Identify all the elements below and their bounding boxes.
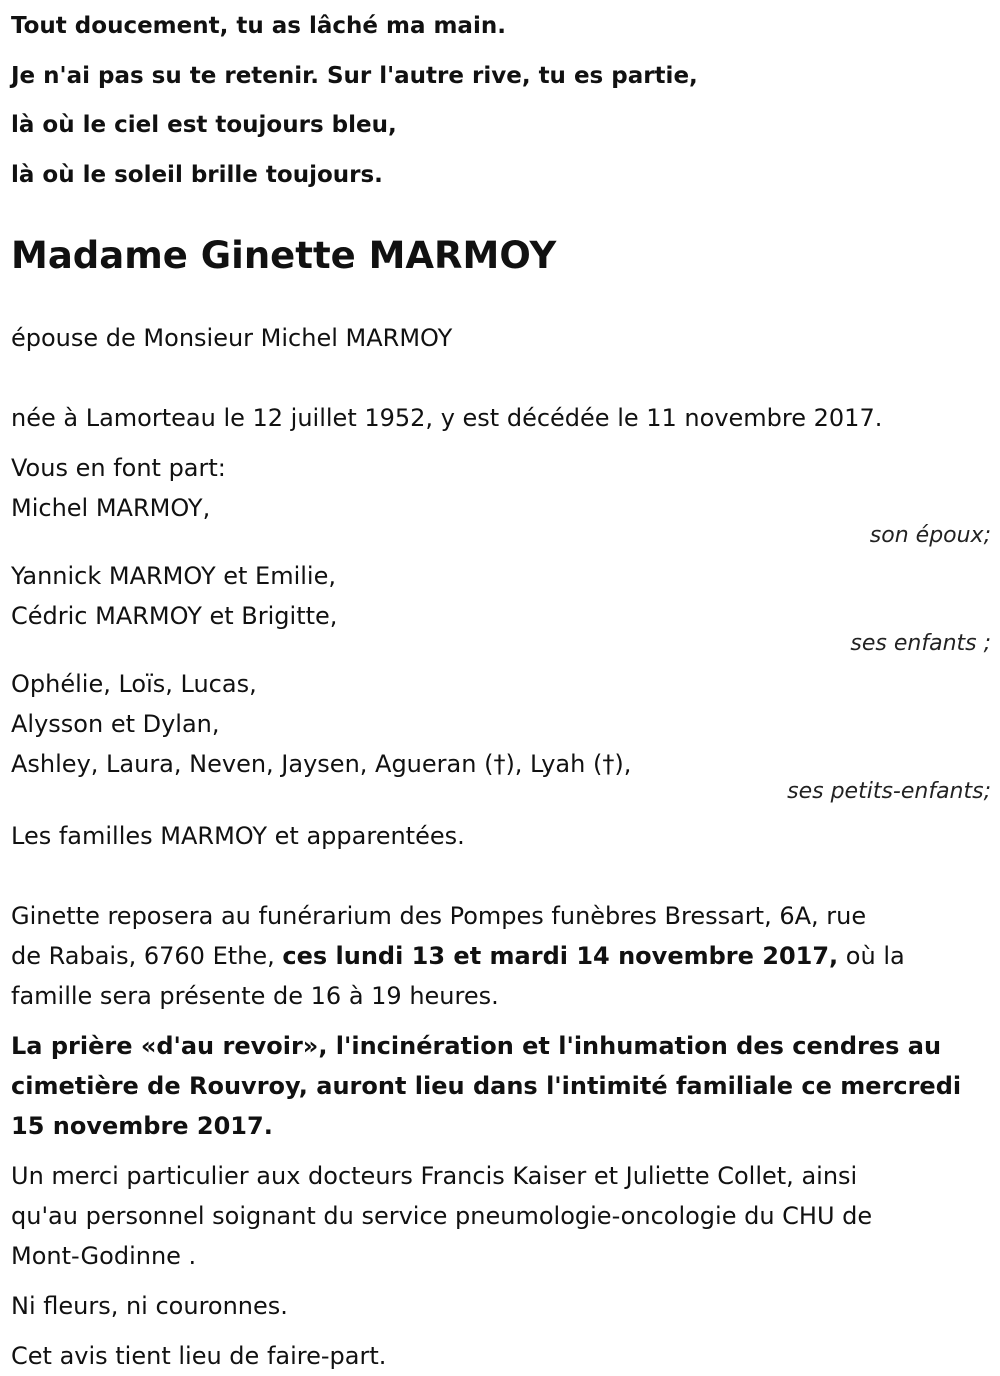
family-name-line: Michel MARMOY, [11, 494, 211, 522]
funeral-line: Ginette reposera au funérarium des Pompes funèbres Bressart, 6A, rue [11, 902, 867, 930]
poem-line: Tout doucement, tu as lâché ma main. [11, 13, 506, 39]
family-name-line: Alysson et Dylan, [11, 710, 220, 738]
funeral-paragraph [11, 896, 991, 1016]
poem-line: là où le soleil brille toujours. [11, 161, 383, 188]
poem [11, 2, 991, 200]
spouse-line: épouse de Monsieur Michel MARMOY [11, 324, 453, 352]
family-name-line: Yannick MARMOY et Emilie, [11, 562, 336, 590]
ceremony-paragraph [11, 1026, 991, 1146]
flowers-line: Ni fleurs, ni couronnes. [11, 1292, 288, 1320]
funeral-line [11, 936, 991, 976]
thanks-line: Un merci particulier aux docteurs Francis Kaiser et Juliette Collet, ainsi [11, 1162, 858, 1190]
thanks-line: Mont-Godinne . [11, 1242, 197, 1270]
family-grandchildren-group [11, 664, 991, 808]
family-name-line: Ophélie, Loïs, Lucas, [11, 670, 257, 698]
relation-label: ses petits-enfants; [787, 779, 991, 804]
notice-line: Cet avis tient lieu de faire-part. [11, 1342, 387, 1370]
poem-line: là où le ciel est toujours bleu, [11, 112, 397, 138]
families-line: Les familles MARMOY et apparentées. [11, 822, 465, 850]
thanks-paragraph [11, 1156, 991, 1276]
poem-line: Je n'ai pas su te retenir. Sur l'autre rive, tu es partie, [11, 62, 698, 89]
funeral-line: famille sera présente de 16 à 19 heures. [11, 982, 499, 1010]
family-name-line: Ashley, Laura, Neven, Jaysen, Agueran (†), Lyah (†), [11, 750, 632, 778]
relation-label: son époux; [869, 523, 991, 548]
family-spouse-group [11, 488, 991, 552]
birth-death-line: née à Lamorteau le 12 juillet 1952, y est décédée le 11 novembre 2017. [11, 404, 883, 432]
funeral-text: de Rabais, 6760 Ethe, [11, 942, 283, 970]
announce-intro: Vous en font part: [11, 454, 226, 482]
family-children-group [11, 556, 991, 660]
thanks-line: qu'au personnel soignant du service pneumologie-oncologie du CHU de [11, 1202, 873, 1230]
obituary-notice [11, 0, 991, 1376]
family-name-line: Cédric MARMOY et Brigitte, [11, 602, 338, 630]
ceremony-line: 15 novembre 2017. [11, 1112, 273, 1140]
funeral-dates: ces lundi 13 et mardi 14 novembre 2017, [282, 942, 839, 970]
funeral-text: où la [838, 942, 905, 970]
ceremony-line: cimetière de Rouvroy, auront lieu dans l'intimité familiale ce mercredi [11, 1072, 962, 1100]
relation-label: ses enfants ; [850, 631, 991, 656]
deceased-name: Madame Ginette MARMOY [11, 234, 557, 277]
ceremony-line: La prière «d'au revoir», l'incinération et l'inhumation des cendres au [11, 1032, 942, 1060]
